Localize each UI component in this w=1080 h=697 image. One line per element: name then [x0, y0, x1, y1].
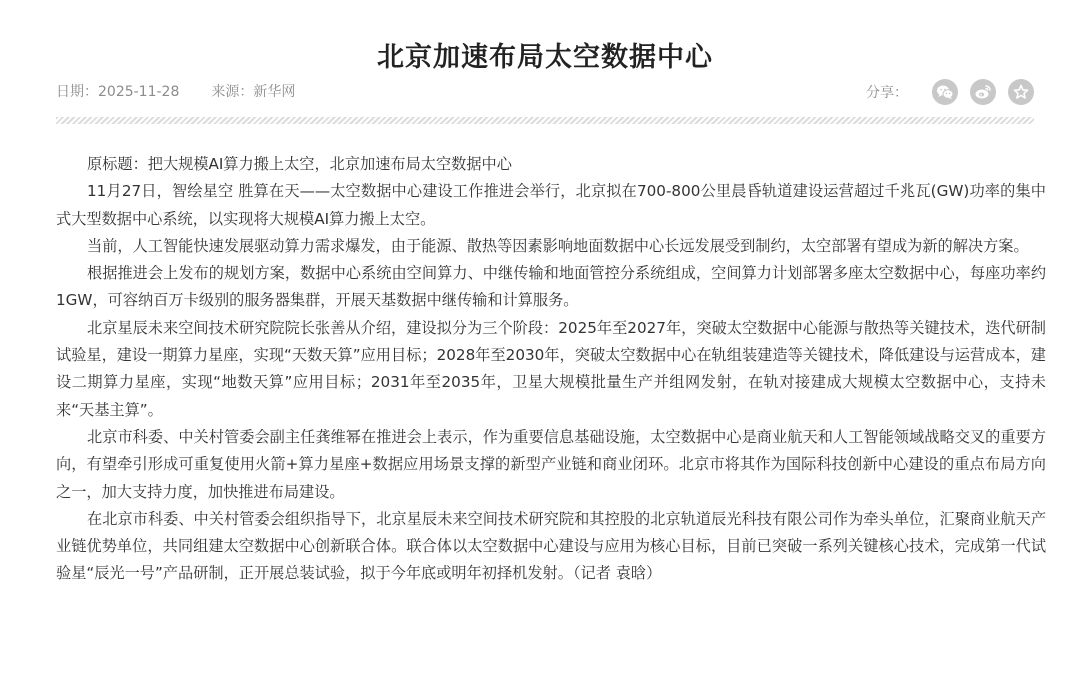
- share-weibo-button[interactable]: [970, 79, 996, 105]
- article-paragraph: 在北京市科委、中关村管委会组织指导下，北京星辰未来空间技术研究院和其控股的北京轨道辰光科技有限公司作为牵头单位，汇聚商业航天产业链优势单位，共同组建太空数据中心创新联合体。联合体以太空数据中心建设与应用为核心目标，目前已突破一系列关键核心技术，完成第一代试验星“辰光一号”产品研制，正开展总装试验，拟于今年底或明年初择机发射。（记者 袁晗）: [56, 509, 1046, 583]
- article-paragraph: 当前，人工智能快速发展驱动算力需求爆发，由于能源、散热等因素影响地面数据中心长远发展受到制约，太空部署有望成为新的解决方案。: [87, 236, 1029, 255]
- share-label: 分享：: [866, 85, 908, 101]
- weibo-icon: [974, 84, 992, 100]
- header-divider: [56, 117, 1034, 124]
- share-bar: [866, 79, 1034, 105]
- article-paragraph: 原标题：把大规模AI算力搬上太空，北京加速布局太空数据中心: [87, 155, 512, 173]
- share-wechat-button[interactable]: [932, 79, 958, 105]
- article-paragraph: 根据推进会上发布的规划方案，数据中心系统由空间算力、中继传输和地面管控分系统组成，空间算力计划部署多座太空数据中心，每座功率约1GW，可容纳百万卡级别的服务器集群，开展天基数据中继传输和计算服务。: [56, 264, 1046, 310]
- source-label: 来源：: [211, 84, 254, 100]
- source-name: 新华网: [253, 84, 296, 100]
- article-meta: [56, 82, 295, 102]
- article-paragraph: 11月27日，智绘星空 胜算在天——太空数据中心建设工作推进会举行，北京拟在700-800公里晨昏轨道建设运营超过千兆瓦(GW)功率的集中式大型数据中心系统，以实现将大规模AI算力搬上太空。: [56, 182, 1046, 228]
- article-paragraph: 北京星辰未来空间技术研究院院长张善从介绍，建设拟分为三个阶段：2025年至2027年，突破太空数据中心能源与散热等关键技术，迭代研制试验星，建设一期算力星座，实现“天数天算”应用目标；2028年至2030年，突破太空数据中心在轨组装建造等关键技术，降低建设与运营成本，建设二期算力星座，实现“地数天算”应用目标；2031年至2035年，卫星大规模批量生产并组网发射，在轨对接建成大规模太空数据中心，支持未来“天基主算”。: [56, 318, 1046, 419]
- article-title: 北京加速布局太空数据中心: [377, 42, 713, 74]
- article-body: [56, 151, 1046, 588]
- publish-date: 2025-11-28: [98, 84, 180, 100]
- date-label: 日期：: [56, 84, 98, 100]
- wechat-icon: [936, 84, 954, 100]
- share-favorite-button[interactable]: [1008, 79, 1034, 105]
- article-paragraph: 北京市科委、中关村管委会副主任龚维幂在推进会上表示，作为重要信息基础设施，太空数据中心是商业航天和人工智能领域战略交叉的重要方向，有望牵引形成可重复使用火箭+算力星座+数据应用场景支撑的新型产业链和商业闭环。北京市将其作为国际科技创新中心建设的重点布局方向之一，加大支持力度，加快推进布局建设。: [56, 427, 1046, 501]
- favorite-icon: [1013, 84, 1029, 100]
